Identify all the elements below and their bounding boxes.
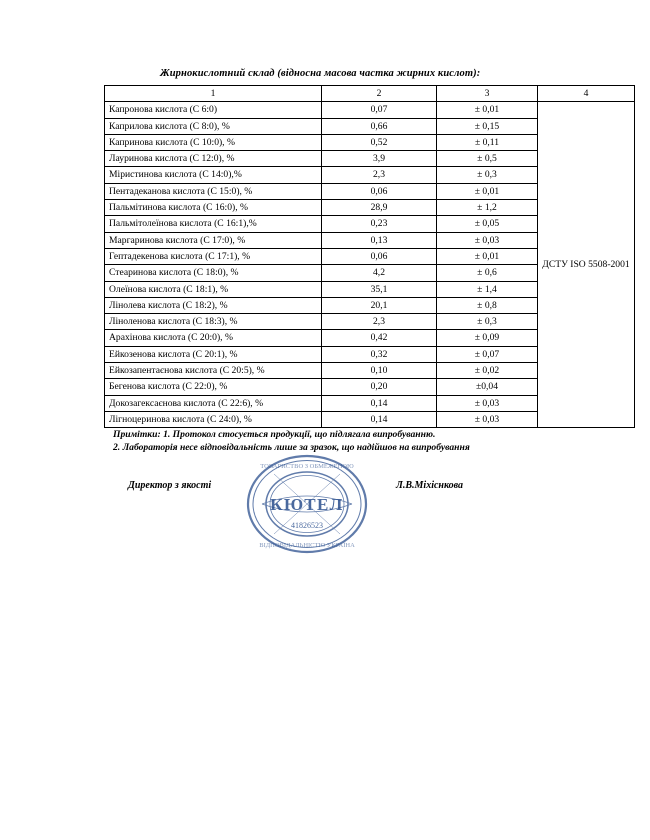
svg-text:ТОВАРИСТВО З ОБМЕЖЕНОЮ: ТОВАРИСТВО З ОБМЕЖЕНОЮ bbox=[260, 463, 354, 470]
note-line-1: Примітки: 1. Протокол стосується продукції, що підлягала випробуванню. bbox=[113, 429, 436, 440]
page-title: Жирнокислотний склад (відносна масова частка жирних кислот): bbox=[160, 68, 481, 79]
column-header-3: 3 bbox=[437, 86, 538, 102]
acid-name: Міристинова кислота (С 14:0),% bbox=[105, 167, 322, 183]
official-stamp-icon bbox=[244, 452, 370, 556]
acid-name: Лінолева кислота (С 18:2), % bbox=[105, 297, 322, 313]
acid-value: 2,3 bbox=[322, 167, 437, 183]
acid-deviation: ± 0,6 bbox=[437, 265, 538, 281]
acid-name: Ейкозенова кислота (С 20:1), % bbox=[105, 346, 322, 362]
acid-value: 3,9 bbox=[322, 151, 437, 167]
column-header-2: 2 bbox=[322, 86, 437, 102]
acid-deviation: ± 1,4 bbox=[437, 281, 538, 297]
acid-value: 0,06 bbox=[322, 183, 437, 199]
acid-name: Ейкозапентаєнова кислота (С 20:5), % bbox=[105, 363, 322, 379]
acid-value: 35,1 bbox=[322, 281, 437, 297]
acid-deviation: ±0,04 bbox=[437, 379, 538, 395]
acid-value: 2,3 bbox=[322, 314, 437, 330]
acid-value: 0,10 bbox=[322, 363, 437, 379]
acid-name: Бегенова кислота (С 22:0), % bbox=[105, 379, 322, 395]
acid-name: Пентадеканова кислота (С 15:0), % bbox=[105, 183, 322, 199]
acid-deviation: ± 0,11 bbox=[437, 134, 538, 150]
acid-name: Маргаринова кислота (С 17:0), % bbox=[105, 232, 322, 248]
acid-deviation: ± 0,03 bbox=[437, 395, 538, 411]
acid-deviation: ± 0,3 bbox=[437, 167, 538, 183]
acid-deviation: ± 0,01 bbox=[437, 102, 538, 118]
acid-deviation: ± 0,3 bbox=[437, 314, 538, 330]
acid-value: 0,32 bbox=[322, 346, 437, 362]
table-header-row bbox=[105, 86, 635, 102]
acid-value: 0,20 bbox=[322, 379, 437, 395]
acid-deviation: ± 0,8 bbox=[437, 297, 538, 313]
acid-name: Докозагексаєнова кислота (С 22:6), % bbox=[105, 395, 322, 411]
acid-value: 0,23 bbox=[322, 216, 437, 232]
column-header-4: 4 bbox=[538, 86, 635, 102]
acid-value: 0,07 bbox=[322, 102, 437, 118]
acid-name: Олеїнова кислота (С 18:1), % bbox=[105, 281, 322, 297]
signature-name: Л.В.Міхіснкова bbox=[396, 480, 464, 491]
acid-name: Стеаринова кислота (С 18:0), % bbox=[105, 265, 322, 281]
svg-text:КЮТЕЛ: КЮТЕЛ bbox=[270, 495, 344, 514]
acid-name: Гептадекенова кислота (С 17:1), % bbox=[105, 248, 322, 264]
acid-deviation: ± 1,2 bbox=[437, 200, 538, 216]
acid-value: 0,52 bbox=[322, 134, 437, 150]
acid-deviation: ± 0,02 bbox=[437, 363, 538, 379]
standard-reference: ДСТУ ISO 5508-2001 bbox=[538, 102, 635, 428]
acid-deviation: ± 0,03 bbox=[437, 232, 538, 248]
acid-value: 0,06 bbox=[322, 248, 437, 264]
acid-name: Пальмітолеїнова кислота (С 16:1),% bbox=[105, 216, 322, 232]
acid-name: Лігноцеринова кислота (С 24:0), % bbox=[105, 411, 322, 427]
acid-value: 0,14 bbox=[322, 411, 437, 427]
fatty-acid-composition-table bbox=[104, 85, 635, 428]
acid-name: Лауринова кислота (С 12:0), % bbox=[105, 151, 322, 167]
acid-value: 20,1 bbox=[322, 297, 437, 313]
note-line-2: 2. Лабораторія несе відповідальність лише за зразок, що надійшов на випробування bbox=[113, 442, 470, 453]
acid-name: Ліноленова кислота (С 18:3), % bbox=[105, 314, 322, 330]
table-row bbox=[105, 102, 635, 118]
svg-text:41826523: 41826523 bbox=[291, 521, 323, 530]
acid-deviation: ± 0,07 bbox=[437, 346, 538, 362]
acid-deviation: ± 0,01 bbox=[437, 183, 538, 199]
column-header-1: 1 bbox=[105, 86, 322, 102]
acid-value: 0,13 bbox=[322, 232, 437, 248]
acid-name: Капронова кислота (С 6:0) bbox=[105, 102, 322, 118]
acid-name: Капринова кислота (С 10:0), % bbox=[105, 134, 322, 150]
acid-value: 28,9 bbox=[322, 200, 437, 216]
acid-deviation: ± 0,03 bbox=[437, 411, 538, 427]
acid-value: 0,42 bbox=[322, 330, 437, 346]
svg-text:ВІДПОВІДАЛЬНІСТЮ УКРАЇНА: ВІДПОВІДАЛЬНІСТЮ УКРАЇНА bbox=[259, 542, 355, 549]
acid-deviation: ± 0,05 bbox=[437, 216, 538, 232]
acid-deviation: ± 0,15 bbox=[437, 118, 538, 134]
notes-block bbox=[113, 428, 583, 454]
acid-deviation: ± 0,09 bbox=[437, 330, 538, 346]
acid-deviation: ± 0,5 bbox=[437, 151, 538, 167]
acid-name: Пальмітинова кислота (С 16:0), % bbox=[105, 200, 322, 216]
signature-role: Директор з якості bbox=[128, 480, 212, 491]
acid-name: Каприлова кислота (С 8:0), % bbox=[105, 118, 322, 134]
acid-value: 4,2 bbox=[322, 265, 437, 281]
acid-value: 0,66 bbox=[322, 118, 437, 134]
acid-deviation: ± 0,01 bbox=[437, 248, 538, 264]
acid-value: 0,14 bbox=[322, 395, 437, 411]
acid-name: Арахінова кислота (С 20:0), % bbox=[105, 330, 322, 346]
